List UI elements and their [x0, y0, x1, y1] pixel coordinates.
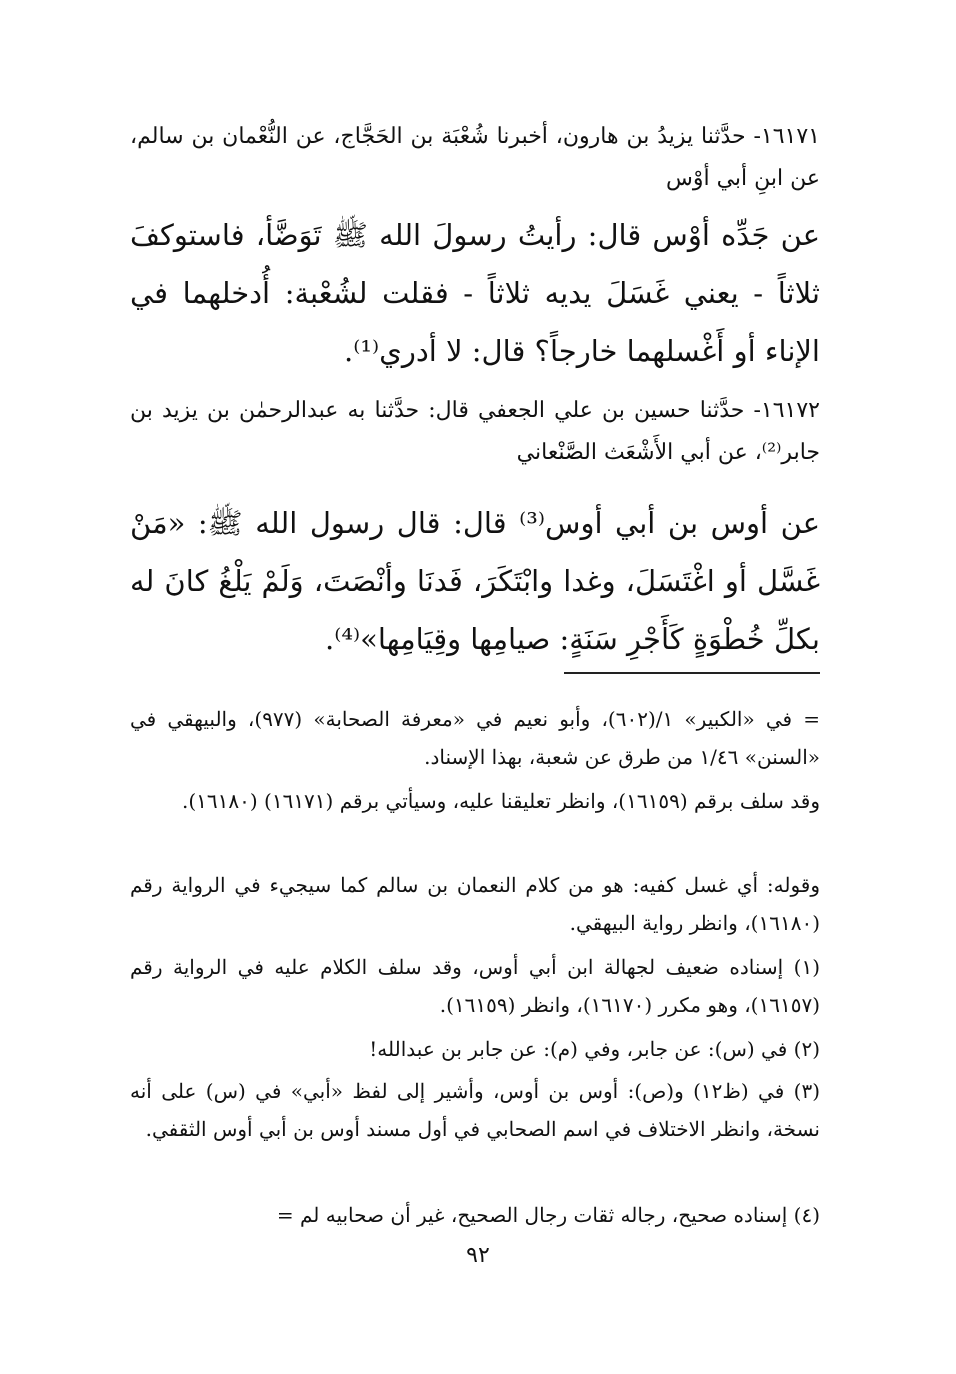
- footnote-3: (٣) في (ظ١٢) و(ص): أوس بن أوس، وأشير إلى لفظ «أبي» في (س) على أنه نسخة، وانظر الاختلاف في اسم الصحابي في أول مسند أوس بن أبي أوس الثقفي.: [130, 1079, 821, 1141]
- footnote-1: (١) إسناده ضعيف لجهالة ابن أبي أوس، وقد سلف الكلام عليه في الرواية رقم (١٦١٥٧)، وهو مكرر (١٦١٧٠)، وانظر (١٦١٥٩).: [130, 955, 820, 1017]
- hadith-16171-matn: عن جَدِّه أوْس قال: رأيتُ رسولَ الله ﷺ تَوَضَّأ، فاستوكفَ ثلاثاً - يعني غَسَلَ يديه ثلاثاً - فقلت لشُعْبة: أُدخلهما في الإناء أو أَغْسلهما خارجاً؟ قال: لا أدري⁽¹⁾.: [130, 218, 820, 368]
- footnote-continuation-cross-ref: وقد سلف برقم (١٦١٥٩)، وانظر تعليقنا عليه، وسيأتي برقم (١٦١٧١) (١٦١٨٠).: [181, 789, 820, 813]
- footnote-4: (٤) إسناده صحيح، رجاله ثقات رجال الصحيح، غير أن صحابيه لم =: [276, 1203, 820, 1227]
- footnote-continuation: = في «الكبير» ١/(٦٠٢)، وأبو نعيم في «معرفة الصحابة» (٩٧٧)، والبيهقي في «السنن» ١/٤٦ من طرق عن شعبة، بهذا الإسناد.: [130, 707, 820, 769]
- page-number: ٩٢: [466, 1243, 490, 1268]
- footnote-2: (٢) في (س): عن جابر، وفي (م): عن جابر بن عبدالله!: [369, 1037, 820, 1061]
- hadith-16171-isnad: ١٦١٧١- حدَّثنا يزيدُ بن هارون، أخبرنا شُعْبَة بن الحَجَّاج، عن النُّعْمان بن سالم، عن ابنِ أبي أوْس: [130, 124, 820, 191]
- footnote-separator: [564, 672, 820, 674]
- hadith-16172-matn: عن أوس بن أبي أوس⁽³⁾ قال: قال رسول الله ﷺ: «مَنْ غَسَّل أو اغْتَسَلَ، وغدا وابْتَكَرَ، فَدنَا وأنْصَتَ، وَلَمْ يَلْغُ كانَ له بكلِّ خُطْوَةٍ كَأَجْرِ سَنَةٍ: صيامِها وقِيَامِها»⁽⁴⁾.: [130, 506, 820, 656]
- hadith-16172-isnad: ١٦١٧٢- حدَّثنا حسين بن علي الجعفي قال: حدَّثنا به عبدالرحمٰن بن يزيد بن جابر⁽²⁾، عن أبي الأَشْعَث الصَّنْعاني: [130, 398, 820, 465]
- footnote-continuation-remark: وقوله: أي غسل كفيه: هو من كلام النعمان بن سالم كما سيجيء في الرواية رقم (١٦١٨٠)، وانظر رواية البيهقي.: [130, 873, 820, 935]
